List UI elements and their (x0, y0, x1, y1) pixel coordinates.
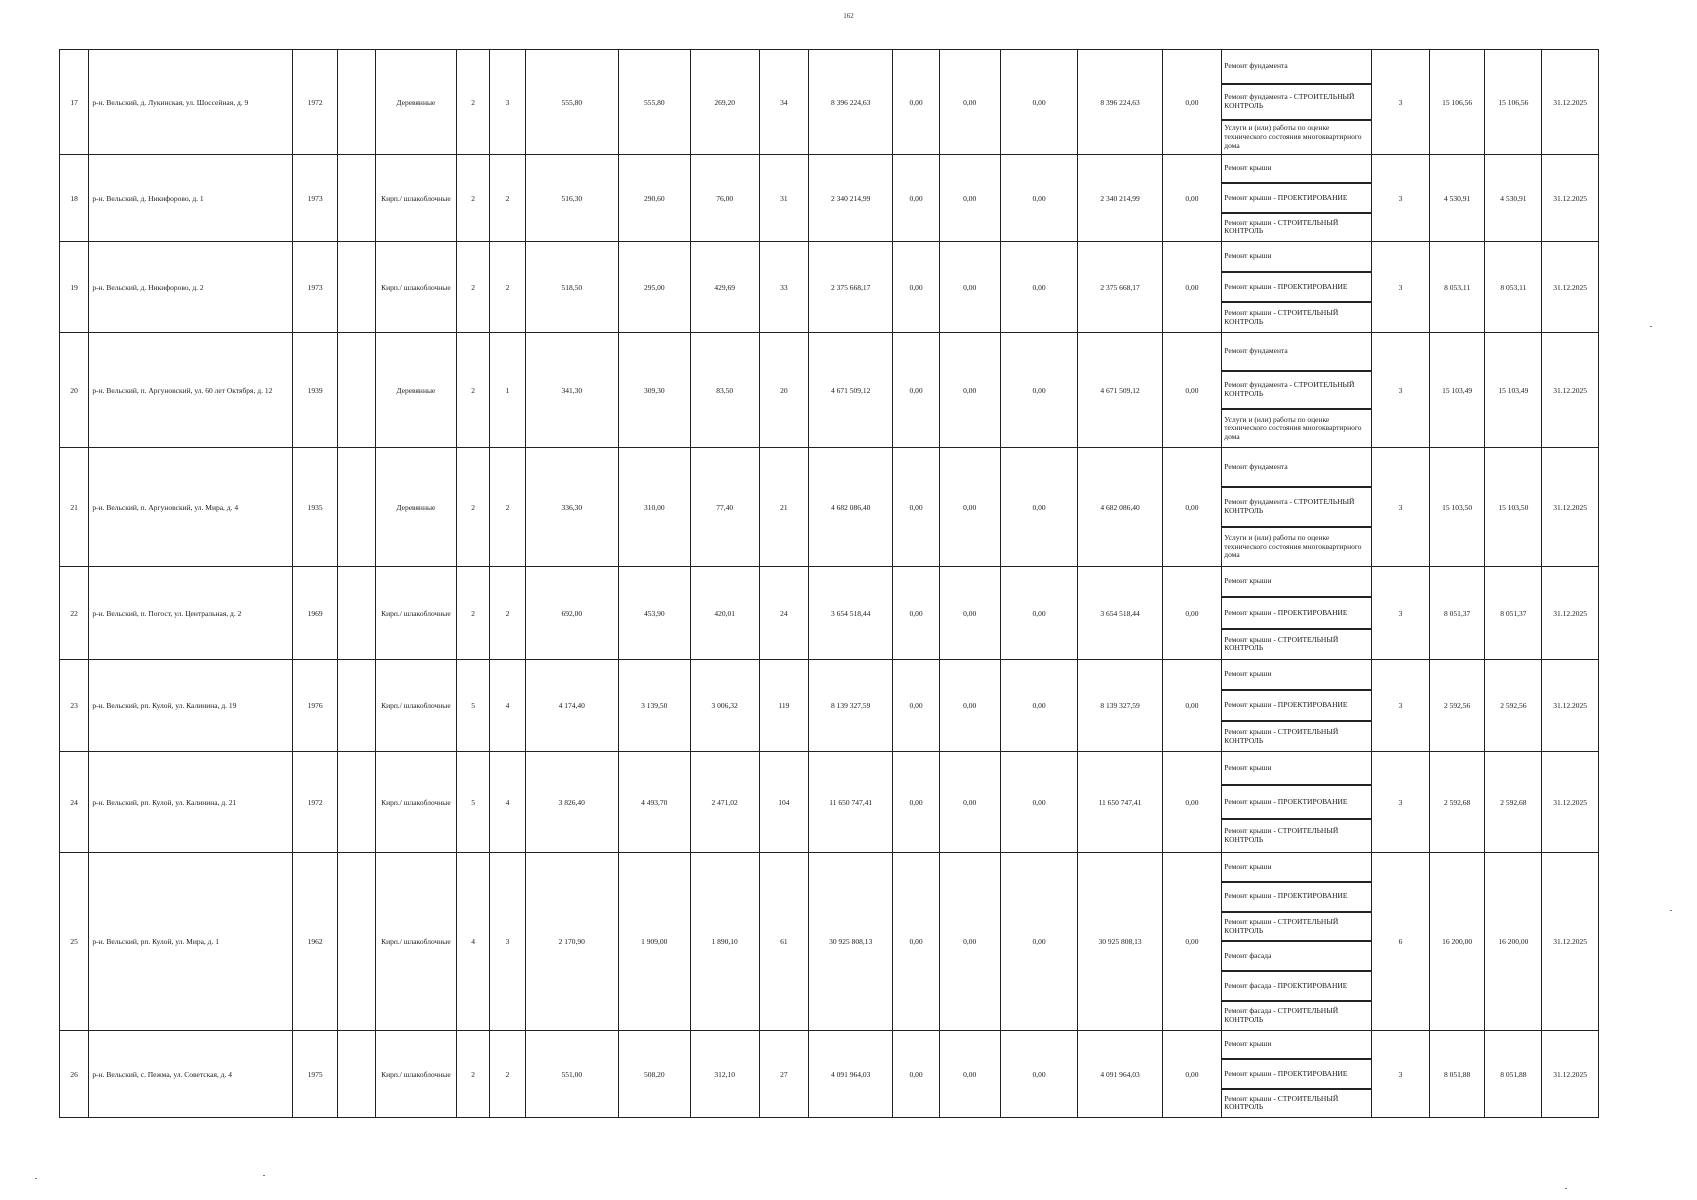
fund-4: 0,00 (1162, 1031, 1222, 1118)
wall-material: Кирп./ шлакоблочные (375, 853, 456, 1031)
floors-count: 5 (456, 752, 489, 853)
cost-owners: 3 654 518,44 (1078, 567, 1162, 660)
fund-3: 0,00 (1000, 155, 1078, 242)
area-other: 2 471,02 (690, 752, 759, 853)
work-item: Ремонт крыши (1222, 242, 1371, 273)
residents-count: 20 (759, 333, 809, 448)
cost-total: 4 671 509,12 (809, 333, 893, 448)
build-year: 1976 (292, 660, 338, 752)
area-living: 453,90 (618, 567, 690, 660)
fund-3: 0,00 (1000, 50, 1078, 155)
fund-3: 0,00 (1000, 1031, 1078, 1118)
table-row (60, 853, 1599, 1031)
cost-owners: 8 139 327,59 (1078, 660, 1162, 752)
scan-speck (1650, 326, 1652, 327)
work-item: Ремонт крыши (1222, 1031, 1371, 1060)
address-cell: р-н. Вельский, д. Лукинская, ул. Шоссейная, д. 9 (89, 50, 293, 155)
cost-total: 2 340 214,99 (809, 155, 893, 242)
work-item: Ремонт крыши (1222, 567, 1371, 598)
works-list (1222, 752, 1372, 853)
area-total: 555,80 (525, 50, 618, 155)
fund-2: 0,00 (939, 1031, 1000, 1118)
unit-cost: 15 106,56 (1429, 50, 1485, 155)
residents-count: 27 (759, 1031, 809, 1118)
build-year: 1975 (292, 1031, 338, 1118)
limit-cost: 4 530,91 (1485, 155, 1542, 242)
blank-cell (338, 1031, 375, 1118)
work-item: Ремонт фундамента - СТРОИТЕЛЬНЫЙ КОНТРОЛЬ (1222, 488, 1371, 528)
work-item: Ремонт крыши - СТРОИТЕЛЬНЫЙ КОНТРОЛЬ (1224, 634, 1339, 653)
area-living: 555,80 (618, 50, 690, 155)
deadline: 31.12.2025 (1542, 752, 1599, 853)
table-row (60, 333, 1599, 448)
floors-count: 2 (456, 567, 489, 660)
fund-4: 0,00 (1162, 155, 1222, 242)
area-total: 336,30 (525, 448, 618, 567)
work-item: Ремонт крыши - ПРОЕКТИРОВАНИЕ (1222, 598, 1371, 629)
unit-cost: 4 530,91 (1429, 155, 1485, 242)
fund-1: 0,00 (893, 853, 940, 1031)
work-item: Ремонт крыши (1222, 853, 1371, 883)
fund-2: 0,00 (939, 567, 1000, 660)
work-count: 3 (1372, 448, 1430, 567)
fund-1: 0,00 (893, 448, 940, 567)
work-item: Услуги и (или) работы по оценке технического состояния многоквартирного дома (1224, 533, 1362, 560)
repair-program-table (59, 49, 1599, 1118)
works-list (1222, 853, 1372, 1031)
fund-4: 0,00 (1162, 567, 1222, 660)
row-number: 19 (60, 242, 89, 333)
table-row (60, 1031, 1599, 1118)
work-item: Ремонт фундамента (1222, 50, 1371, 85)
entrances-count: 2 (490, 448, 525, 567)
work-count: 3 (1372, 567, 1430, 660)
work-count: 3 (1372, 660, 1430, 752)
wall-material: Кирп./ шлакоблочные (375, 155, 456, 242)
floors-count: 2 (456, 155, 489, 242)
work-item: Ремонт крыши - СТРОИТЕЛЬНЫЙ КОНТРОЛЬ (1224, 217, 1339, 236)
fund-4: 0,00 (1162, 242, 1222, 333)
area-living: 3 139,50 (618, 660, 690, 752)
blank-cell (338, 155, 375, 242)
area-living: 508,20 (618, 1031, 690, 1118)
row-number: 22 (60, 567, 89, 660)
unit-cost: 15 103,49 (1429, 333, 1485, 448)
area-total: 4 174,40 (525, 660, 618, 752)
floors-count: 2 (456, 333, 489, 448)
area-other: 420,01 (690, 567, 759, 660)
work-count: 3 (1372, 242, 1430, 333)
limit-cost: 2 592,68 (1485, 752, 1542, 853)
work-item: Ремонт крыши - ПРОЕКТИРОВАНИЕ (1222, 786, 1371, 820)
fund-3: 0,00 (1000, 242, 1078, 333)
work-item: Ремонт крыши - СТРОИТЕЛЬНЫЙ КОНТРОЛЬ (1224, 726, 1339, 745)
fund-3: 0,00 (1000, 853, 1078, 1031)
table-row (60, 448, 1599, 567)
scan-speck (1670, 910, 1672, 911)
build-year: 1973 (292, 155, 338, 242)
unit-cost: 15 103,50 (1429, 448, 1485, 567)
wall-material: Деревянные (375, 448, 456, 567)
works-list (1222, 660, 1372, 752)
wall-material: Деревянные (375, 333, 456, 448)
fund-2: 0,00 (939, 752, 1000, 853)
work-item: Ремонт крыши - ПРОЕКТИРОВАНИЕ (1222, 273, 1371, 304)
fund-1: 0,00 (893, 567, 940, 660)
fund-3: 0,00 (1000, 448, 1078, 567)
entrances-count: 3 (490, 853, 525, 1031)
cost-total: 4 682 086,40 (809, 448, 893, 567)
residents-count: 21 (759, 448, 809, 567)
work-count: 3 (1372, 155, 1430, 242)
area-total: 551,00 (525, 1031, 618, 1118)
entrances-count: 4 (490, 660, 525, 752)
cost-total: 30 925 808,13 (809, 853, 893, 1031)
works-list (1222, 1031, 1372, 1118)
fund-1: 0,00 (893, 660, 940, 752)
area-other: 269,20 (690, 50, 759, 155)
work-item: Услуги и (или) работы по оценке технического состояния многоквартирного дома (1224, 123, 1362, 150)
area-other: 83,50 (690, 333, 759, 448)
work-item: Ремонт фундамента (1222, 448, 1371, 488)
fund-2: 0,00 (939, 448, 1000, 567)
fund-3: 0,00 (1000, 567, 1078, 660)
work-item: Ремонт крыши - ПРОЕКТИРОВАНИЕ (1222, 883, 1371, 913)
fund-4: 0,00 (1162, 853, 1222, 1031)
unit-cost: 2 592,68 (1429, 752, 1485, 853)
row-number: 21 (60, 448, 89, 567)
fund-1: 0,00 (893, 752, 940, 853)
build-year: 1939 (292, 333, 338, 448)
deadline: 31.12.2025 (1542, 333, 1599, 448)
blank-cell (338, 752, 375, 853)
residents-count: 104 (759, 752, 809, 853)
area-living: 310,00 (618, 448, 690, 567)
work-count: 3 (1372, 1031, 1430, 1118)
wall-material: Кирп./ шлакоблочные (375, 660, 456, 752)
address-cell: р-н. Вельский, рп. Кулой, ул. Мира, д. 1 (89, 853, 293, 1031)
residents-count: 24 (759, 567, 809, 660)
cost-owners: 4 091 964,03 (1078, 1031, 1162, 1118)
row-number: 20 (60, 333, 89, 448)
works-list (1222, 242, 1372, 333)
address-cell: р-н. Вельский, рп. Кулой, ул. Калинина, д. 21 (89, 752, 293, 853)
limit-cost: 8 053,11 (1485, 242, 1542, 333)
row-number: 18 (60, 155, 89, 242)
work-item: Ремонт фасада - СТРОИТЕЛЬНЫЙ КОНТРОЛЬ (1224, 1006, 1339, 1025)
cost-owners: 8 396 224,63 (1078, 50, 1162, 155)
limit-cost: 2 592,56 (1485, 660, 1542, 752)
fund-1: 0,00 (893, 242, 940, 333)
work-item: Услуги и (или) работы по оценке технического состояния многоквартирного дома (1224, 414, 1362, 441)
blank-cell (338, 660, 375, 752)
row-number: 17 (60, 50, 89, 155)
unit-cost: 2 592,56 (1429, 660, 1485, 752)
fund-4: 0,00 (1162, 333, 1222, 448)
work-item: Ремонт крыши - ПРОЕКТИРОВАНИЕ (1222, 184, 1371, 213)
limit-cost: 8 051,88 (1485, 1031, 1542, 1118)
fund-1: 0,00 (893, 155, 940, 242)
fund-4: 0,00 (1162, 50, 1222, 155)
wall-material: Кирп./ шлакоблочные (375, 752, 456, 853)
fund-2: 0,00 (939, 853, 1000, 1031)
address-cell: р-н. Вельский, п. Аргуновский, ул. Мира, д. 4 (89, 448, 293, 567)
area-living: 4 493,70 (618, 752, 690, 853)
deadline: 31.12.2025 (1542, 1031, 1599, 1118)
cost-owners: 11 650 747,41 (1078, 752, 1162, 853)
limit-cost: 15 106,56 (1485, 50, 1542, 155)
table-row (60, 660, 1599, 752)
row-number: 25 (60, 853, 89, 1031)
row-number: 24 (60, 752, 89, 853)
area-other: 76,00 (690, 155, 759, 242)
fund-2: 0,00 (939, 155, 1000, 242)
table-row (60, 155, 1599, 242)
entrances-count: 3 (490, 50, 525, 155)
deadline: 31.12.2025 (1542, 567, 1599, 660)
entrances-count: 2 (490, 155, 525, 242)
entrances-count: 2 (490, 567, 525, 660)
cost-owners: 2 375 668,17 (1078, 242, 1162, 333)
work-item: Ремонт крыши - СТРОИТЕЛЬНЫЙ КОНТРОЛЬ (1222, 913, 1371, 943)
floors-count: 2 (456, 448, 489, 567)
floors-count: 2 (456, 242, 489, 333)
entrances-count: 1 (490, 333, 525, 448)
wall-material: Кирп./ шлакоблочные (375, 567, 456, 660)
cost-owners: 30 925 808,13 (1078, 853, 1162, 1031)
limit-cost: 15 103,49 (1485, 333, 1542, 448)
build-year: 1962 (292, 853, 338, 1031)
deadline: 31.12.2025 (1542, 448, 1599, 567)
residents-count: 34 (759, 50, 809, 155)
address-cell: р-н. Вельский, д. Никифорово, д. 2 (89, 242, 293, 333)
work-item: Ремонт фасада (1222, 942, 1371, 972)
floors-count: 4 (456, 853, 489, 1031)
row-number: 26 (60, 1031, 89, 1118)
fund-3: 0,00 (1000, 660, 1078, 752)
address-cell: р-н. Вельский, д. Никифорово, д. 1 (89, 155, 293, 242)
residents-count: 33 (759, 242, 809, 333)
work-item: Ремонт фундамента - СТРОИТЕЛЬНЫЙ КОНТРОЛЬ (1222, 372, 1371, 411)
area-living: 1 909,00 (618, 853, 690, 1031)
table-row (60, 50, 1599, 155)
area-total: 692,00 (525, 567, 618, 660)
wall-material: Кирп./ шлакоблочные (375, 1031, 456, 1118)
area-living: 295,00 (618, 242, 690, 333)
work-item: Ремонт фундамента (1222, 333, 1371, 372)
blank-cell (338, 448, 375, 567)
wall-material: Деревянные (375, 50, 456, 155)
residents-count: 31 (759, 155, 809, 242)
table-row (60, 567, 1599, 660)
scan-speck (35, 1178, 37, 1179)
address-cell: р-н. Вельский, п. Погост, ул. Центральная, д. 2 (89, 567, 293, 660)
deadline: 31.12.2025 (1542, 155, 1599, 242)
fund-4: 0,00 (1162, 752, 1222, 853)
blank-cell (338, 853, 375, 1031)
work-item: Ремонт фасада - ПРОЕКТИРОВАНИЕ (1222, 972, 1371, 1002)
work-item: Ремонт крыши - ПРОЕКТИРОВАНИЕ (1222, 1060, 1371, 1089)
works-list (1222, 567, 1372, 660)
works-list (1222, 333, 1372, 448)
area-other: 312,10 (690, 1031, 759, 1118)
build-year: 1972 (292, 752, 338, 853)
blank-cell (338, 567, 375, 660)
cost-total: 2 375 668,17 (809, 242, 893, 333)
residents-count: 61 (759, 853, 809, 1031)
fund-1: 0,00 (893, 333, 940, 448)
work-item: Ремонт крыши - СТРОИТЕЛЬНЫЙ КОНТРОЛЬ (1224, 308, 1339, 326)
cost-total: 3 654 518,44 (809, 567, 893, 660)
area-living: 309,30 (618, 333, 690, 448)
build-year: 1935 (292, 448, 338, 567)
works-list (1222, 155, 1372, 242)
fund-2: 0,00 (939, 660, 1000, 752)
page-number: 162 (843, 12, 854, 20)
entrances-count: 4 (490, 752, 525, 853)
floors-count: 5 (456, 660, 489, 752)
entrances-count: 2 (490, 1031, 525, 1118)
fund-4: 0,00 (1162, 448, 1222, 567)
unit-cost: 8 051,88 (1429, 1031, 1485, 1118)
unit-cost: 16 200,00 (1429, 853, 1485, 1031)
scan-speck (263, 1175, 265, 1176)
fund-4: 0,00 (1162, 660, 1222, 752)
area-other: 429,69 (690, 242, 759, 333)
area-total: 2 170,90 (525, 853, 618, 1031)
area-total: 3 826,40 (525, 752, 618, 853)
floors-count: 2 (456, 50, 489, 155)
build-year: 1973 (292, 242, 338, 333)
cost-total: 4 091 964,03 (809, 1031, 893, 1118)
address-cell: р-н. Вельский, рп. Кулой, ул. Калинина, д. 19 (89, 660, 293, 752)
work-item: Ремонт крыши - СТРОИТЕЛЬНЫЙ КОНТРОЛЬ (1224, 826, 1339, 844)
blank-cell (338, 333, 375, 448)
area-total: 341,30 (525, 333, 618, 448)
area-other: 3 006,32 (690, 660, 759, 752)
floors-count: 2 (456, 1031, 489, 1118)
works-list (1222, 50, 1372, 155)
wall-material: Кирп./ шлакоблочные (375, 242, 456, 333)
works-list (1222, 448, 1372, 567)
fund-1: 0,00 (893, 50, 940, 155)
work-item: Ремонт крыши (1222, 155, 1371, 184)
area-living: 290,60 (618, 155, 690, 242)
area-other: 77,40 (690, 448, 759, 567)
build-year: 1972 (292, 50, 338, 155)
work-count: 3 (1372, 50, 1430, 155)
table-row (60, 752, 1599, 853)
address-cell: р-н. Вельский, с. Пежма, ул. Советская, д. 4 (89, 1031, 293, 1118)
work-item: Ремонт фундамента - СТРОИТЕЛЬНЫЙ КОНТРОЛЬ (1222, 85, 1371, 120)
cost-total: 8 396 224,63 (809, 50, 893, 155)
blank-cell (338, 242, 375, 333)
area-other: 1 890,10 (690, 853, 759, 1031)
blank-cell (338, 50, 375, 155)
entrances-count: 2 (490, 242, 525, 333)
fund-2: 0,00 (939, 333, 1000, 448)
deadline: 31.12.2025 (1542, 853, 1599, 1031)
unit-cost: 8 053,11 (1429, 242, 1485, 333)
cost-owners: 4 671 509,12 (1078, 333, 1162, 448)
deadline: 31.12.2025 (1542, 660, 1599, 752)
work-item: Ремонт крыши - СТРОИТЕЛЬНЫЙ КОНТРОЛЬ (1224, 1093, 1339, 1112)
work-count: 3 (1372, 333, 1430, 448)
residents-count: 119 (759, 660, 809, 752)
limit-cost: 16 200,00 (1485, 853, 1542, 1031)
fund-2: 0,00 (939, 242, 1000, 333)
work-item: Ремонт крыши (1222, 660, 1371, 691)
work-item: Ремонт крыши - ПРОЕКТИРОВАНИЕ (1222, 691, 1371, 722)
work-count: 6 (1372, 853, 1430, 1031)
row-number: 23 (60, 660, 89, 752)
cost-owners: 4 682 086,40 (1078, 448, 1162, 567)
area-total: 516,30 (525, 155, 618, 242)
fund-2: 0,00 (939, 50, 1000, 155)
area-total: 518,50 (525, 242, 618, 333)
fund-3: 0,00 (1000, 752, 1078, 853)
work-item: Ремонт крыши (1222, 752, 1371, 786)
unit-cost: 8 051,37 (1429, 567, 1485, 660)
work-count: 3 (1372, 752, 1430, 853)
deadline: 31.12.2025 (1542, 242, 1599, 333)
cost-owners: 2 340 214,99 (1078, 155, 1162, 242)
limit-cost: 8 051,37 (1485, 567, 1542, 660)
fund-1: 0,00 (893, 1031, 940, 1118)
build-year: 1969 (292, 567, 338, 660)
table-row (60, 242, 1599, 333)
deadline: 31.12.2025 (1542, 50, 1599, 155)
scan-speck (1565, 1188, 1567, 1189)
fund-3: 0,00 (1000, 333, 1078, 448)
cost-total: 8 139 327,59 (809, 660, 893, 752)
limit-cost: 15 103,50 (1485, 448, 1542, 567)
cost-total: 11 650 747,41 (809, 752, 893, 853)
address-cell: р-н. Вельский, п. Аргуновский, ул. 60 лет Октября, д. 12 (89, 333, 293, 448)
